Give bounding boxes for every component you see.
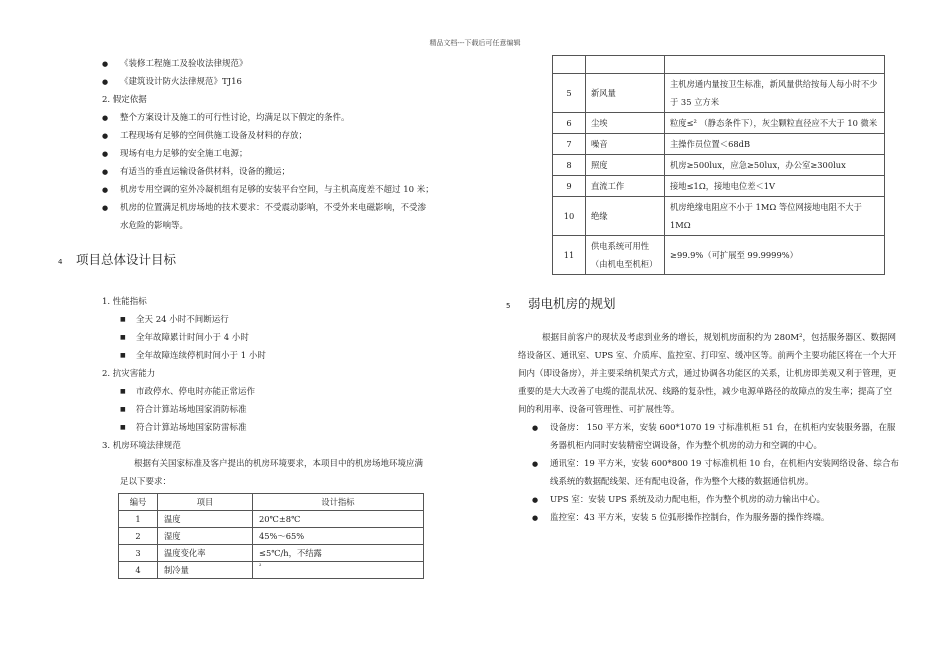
- table-header: 设计指标: [253, 494, 424, 511]
- performance-item: ■ 全年故障累计时间小于 4 小时: [100, 329, 460, 347]
- disaster-heading: 2. 抗灾害能力: [102, 369, 156, 379]
- table-row: [553, 134, 885, 155]
- table-cell: [586, 56, 665, 74]
- performance-item: ■ 全天 24 小时不间断运行: [100, 311, 460, 329]
- room-item: ● 通讯室：19 平方米，安装 600*800 19 寸标准机柜 10 台，在机柜内安装网络设备、综合布线系统的数据配线架、还有配电设备，作为整个大楼的数据通信机房。: [530, 455, 900, 491]
- table-row: [553, 236, 885, 275]
- ref-item: ● 《建筑设计防火法律规范》TJ16: [100, 73, 460, 91]
- table-header-row: [119, 494, 424, 511]
- assumption-item: ● 有适当的垂直运输设备供材料，设备的搬运；: [100, 163, 460, 181]
- table-cell: 温度变化率: [158, 545, 253, 562]
- environment-paragraph-cont: 足以下要求：: [120, 477, 172, 487]
- table-cell: 45%～65%: [253, 528, 424, 545]
- table-row: [553, 113, 885, 134]
- table-cell: 8: [553, 155, 586, 176]
- room-item: ● UPS 室：安装 UPS 系统及动力配电柜，作为整个机房的动力输出中心。: [530, 491, 900, 509]
- table-cell: 机房≥500lux，应急≥50lux，办公室≥300lux: [665, 155, 885, 176]
- environment-table: [118, 493, 424, 579]
- table-row: [553, 197, 885, 236]
- room-item: ● 设备房： 150 平方米，安装 600*1070 19 寸标准机柜 51 台，在机柜内安装服务器，在服务器机柜内同时安装精密空调设备，作为整个机房的动力和空调的中心。: [530, 419, 900, 455]
- table-cell: 3: [119, 545, 158, 562]
- table-row: [119, 562, 424, 579]
- table-cell: 7: [553, 134, 586, 155]
- assumption-item: ● 机房专用空调的室外冷凝机组有足够的安装平台空间，与主机高度差不超过 10 米；: [100, 181, 460, 199]
- table-cell: ≤5℃/h，不结露: [253, 545, 424, 562]
- table-row: [553, 56, 885, 74]
- section-4-heading: [58, 251, 460, 271]
- environment-table-continued: [552, 55, 885, 275]
- table-header: 编号: [119, 494, 158, 511]
- environment-heading: 3. 机房环境法律规范: [102, 441, 181, 451]
- table-row: [119, 528, 424, 545]
- right-column: [500, 55, 900, 527]
- table-cell: 新风量: [586, 74, 665, 113]
- environment-paragraph: 根据有关国家标准及客户提出的机房环境要求，本项目中的机房场地环境应满: [134, 459, 424, 469]
- performance-heading: 1. 性能指标: [102, 297, 147, 307]
- table-cell: 噪音: [586, 134, 665, 155]
- table-row: [119, 545, 424, 562]
- table-cell: ²: [253, 562, 424, 579]
- table-row: [553, 176, 885, 197]
- table-cell: [553, 56, 586, 74]
- table-cell: 照度: [586, 155, 665, 176]
- assumption-heading: 2. 假定依据: [102, 95, 147, 105]
- table-cell: 粒度≤² （静态条件下），灰尘颗粒直径应不大于 10 微米: [665, 113, 885, 134]
- table-cell: 主机房通内量按卫生标准，新风量供给按每人每小时不少于 35 立方米: [665, 74, 885, 113]
- table-cell: 绝缘: [586, 197, 665, 236]
- planning-paragraph: 根据目前客户的现状及考虑到业务的增长，规划机房面积约为 280M²，包括服务器区、数据网络设备区、通讯室、UPS 室、介质库、监控室、打印室、缓冲区等。前两个主要功能区将在一个大开间内（即设备房），并主要采纳机架式方式，通过协调各功能区的关系，让机房即美观又利于管理，更重要的是大大改善了电缆的混乱状况、线路的复杂性，减少电源单路径的故障点的发生率；提高了空间的利用率、设备可管理性、可扩展性等。: [518, 333, 897, 415]
- table-cell: 11: [553, 236, 586, 275]
- room-item: ● 监控室：43 平方米，安装 5 位弧形操作控制台，作为服务器的操作终端。: [530, 509, 900, 527]
- assumption-item: ● 机房的位置满足机房场地的技术要求：不受震动影响，不受外来电磁影响，不受渗: [100, 199, 460, 217]
- table-cell: 温度: [158, 511, 253, 528]
- section-5-heading: [500, 295, 900, 315]
- table-cell: 接地≤1Ω，接地电位差＜1V: [665, 176, 885, 197]
- table-cell: 10: [553, 197, 586, 236]
- table-row: [553, 155, 885, 176]
- section-title: 弱电机房的规划: [528, 296, 616, 311]
- page-header: 精品文档---下载后可任意编辑: [429, 39, 521, 47]
- table-cell: 9: [553, 176, 586, 197]
- table-row: [553, 74, 885, 113]
- table-cell: 5: [553, 74, 586, 113]
- table-cell: 机房绝缘电阻应不小于 1MΩ 等位网接地电阻不大于 1MΩ: [665, 197, 885, 236]
- assumption-item: ● 现场有电力足够的安全施工电源；: [100, 145, 460, 163]
- table-cell: 供电系统可用性（由机电至机柜）: [586, 236, 665, 275]
- assumption-item: ● 工程现场有足够的空间供施工设备及材料的存放；: [100, 127, 460, 145]
- disaster-item: ■ 符合计算站场地国家防雷标准: [100, 419, 460, 437]
- table-cell: 20℃±8℃: [253, 511, 424, 528]
- table-cell: 2: [119, 528, 158, 545]
- assumption-item: ● 整个方案设计及施工的可行性讨论，均满足以下假定的条件。: [100, 109, 460, 127]
- section-number: 4: [58, 258, 63, 266]
- assumption-continued: 水危险的影响等。: [120, 221, 189, 231]
- table-cell: ≥99.9%（可扩展至 99.9999%）: [665, 236, 885, 275]
- table-cell: 尘埃: [586, 113, 665, 134]
- disaster-item: ■ 市政停水、停电时亦能正常运作: [100, 383, 460, 401]
- table-cell: 湿度: [158, 528, 253, 545]
- section-number: 5: [506, 302, 511, 310]
- table-cell: 6: [553, 113, 586, 134]
- table-cell: 主操作员位置＜68dB: [665, 134, 885, 155]
- table-cell: 制冷量: [158, 562, 253, 579]
- table-row: [119, 511, 424, 528]
- table-header: 项目: [158, 494, 253, 511]
- ref-item: ● 《装修工程施工及验收法律规范》: [100, 55, 460, 73]
- table-cell: 直流工作: [586, 176, 665, 197]
- table-cell: 1: [119, 511, 158, 528]
- section-title: 项目总体设计目标: [76, 252, 177, 267]
- table-cell: [665, 56, 885, 74]
- performance-item: ■ 全年故障连续停机时间小于 1 小时: [100, 347, 460, 365]
- disaster-item: ■ 符合计算站场地国家消防标准: [100, 401, 460, 419]
- left-column: [58, 55, 460, 579]
- table-cell: 4: [119, 562, 158, 579]
